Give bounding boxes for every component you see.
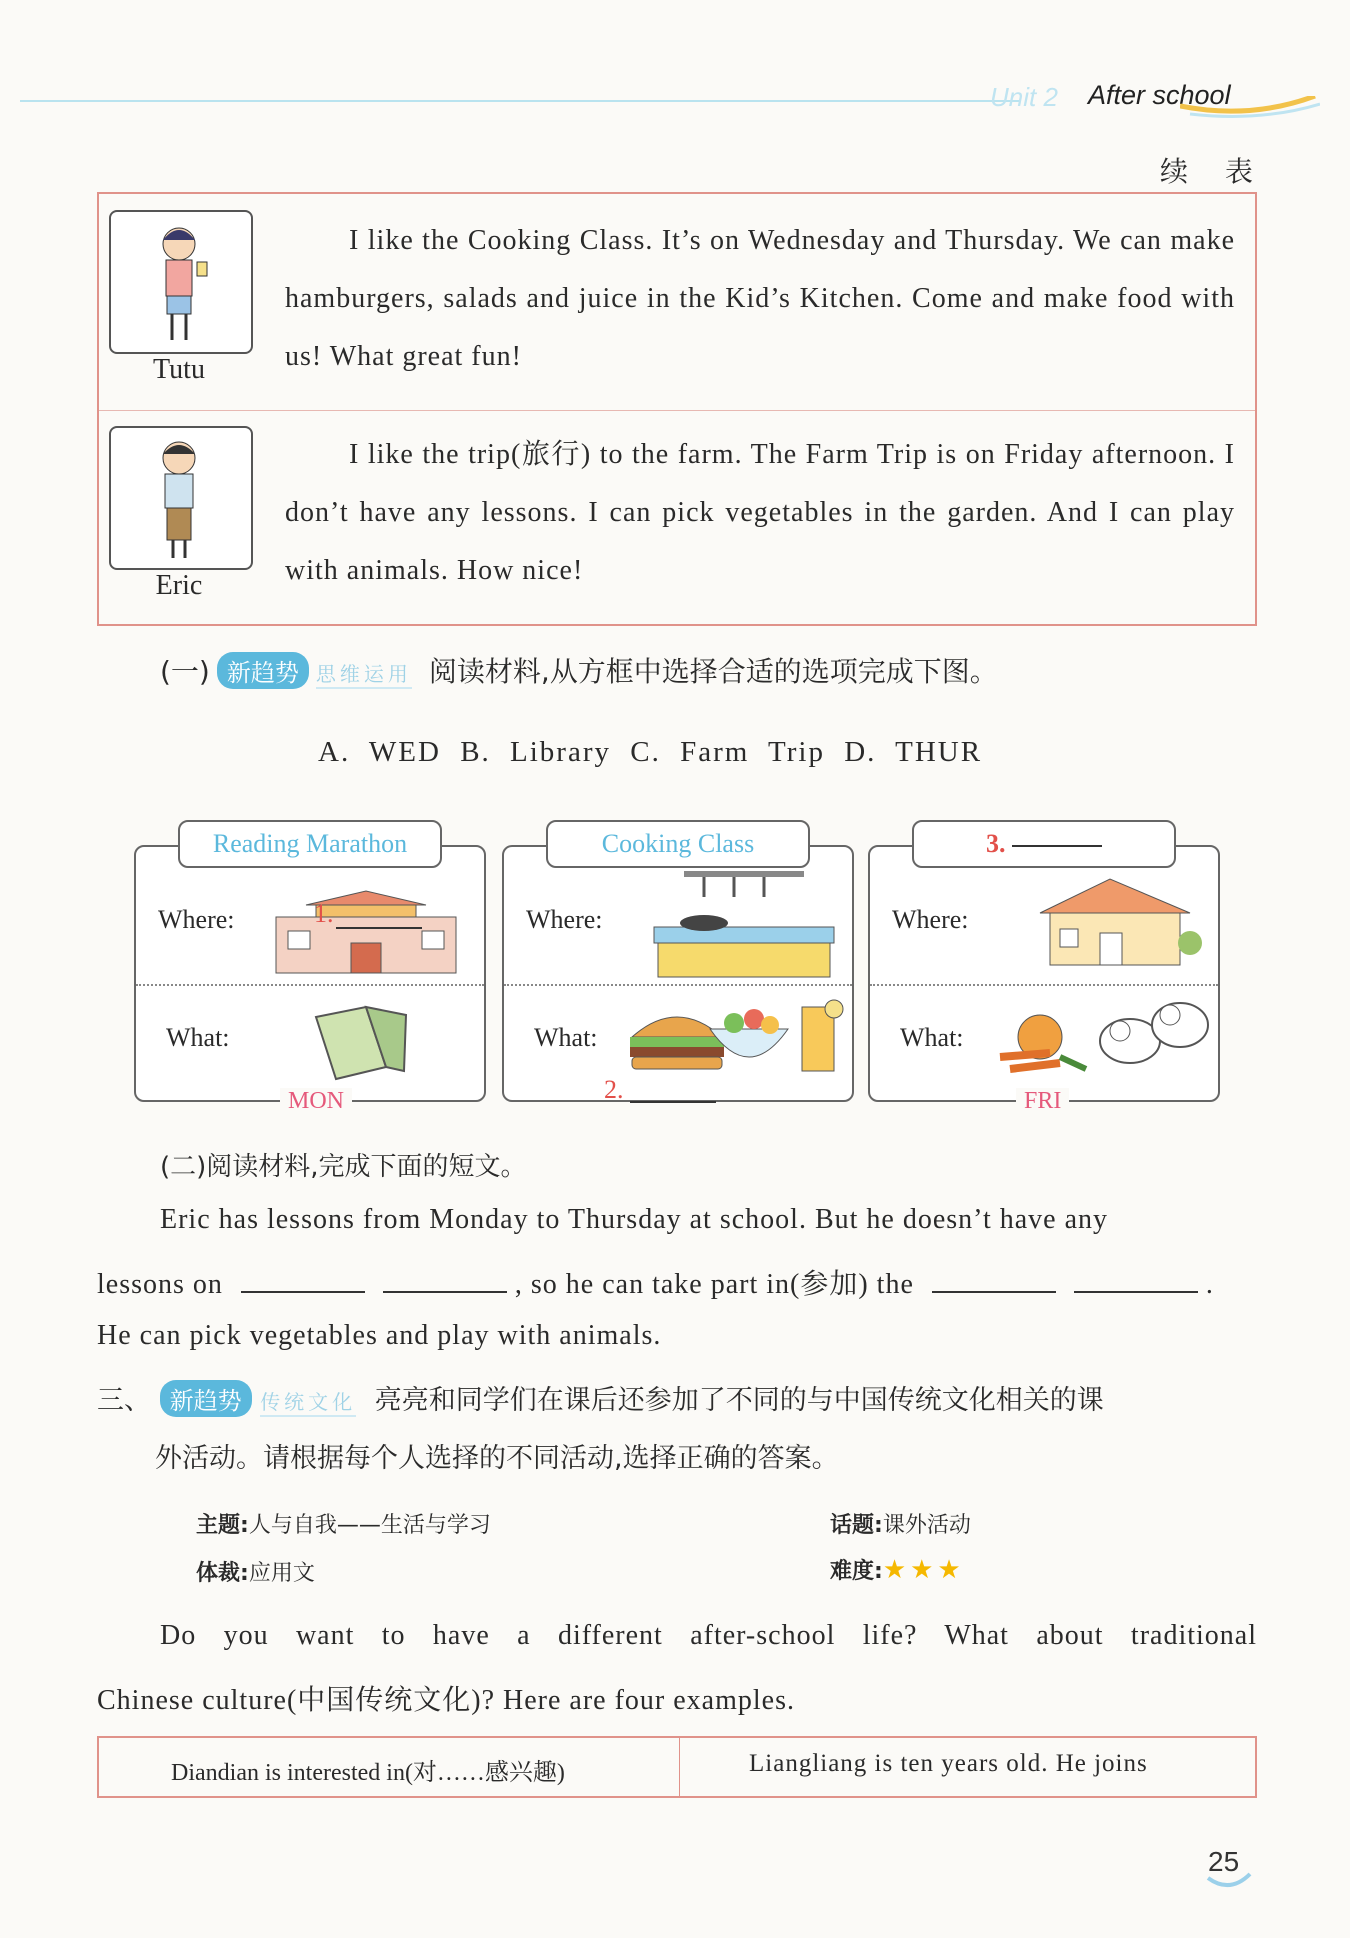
part2-line2 [97,1262,1257,1302]
card3-day: FRI [1016,1088,1069,1115]
unit-label: Unit 2 [990,82,1058,112]
card-cooking-class [502,845,854,1102]
blank-activity-1 [932,1291,1056,1293]
card1-day: MON [280,1088,352,1115]
part2-line2-b: , so he can take part in(参加) the [514,1269,914,1300]
part3-instruction-1: 亮亮和同学们在课后还参加了不同的与中国传统文化相关的课 [374,1385,1104,1416]
intro-table [97,192,1257,626]
theme-value: 人与自我——生活与学习 [248,1513,491,1538]
card-farm [868,845,1220,1102]
example-liangliang: Liangliang is ten years old. He joins [749,1750,1148,1777]
topic-row [830,1508,971,1539]
library-building-icon [266,887,466,977]
card-reading-marathon [134,845,486,1102]
examples-table [97,1736,1257,1798]
what-label: What: [534,1023,598,1052]
card1-title: Reading Marathon [178,820,442,868]
what-label: What: [166,1023,230,1052]
blank3-line [1012,845,1102,847]
trend-subtag: 思维运用 [316,658,412,689]
blank2-number: 2. [604,1075,624,1104]
trend-tag: 新趋势 [160,1380,252,1417]
theme-label: 主题: [196,1513,249,1538]
what-label: What: [900,1023,964,1052]
blank-day-1 [241,1291,365,1293]
eric-avatar [109,426,253,570]
blank1-line [336,927,422,929]
swoosh-decoration [1180,96,1320,120]
theme-row [196,1508,491,1539]
kitchen-icon [644,867,844,981]
tutu-avatar [109,210,253,354]
vegetables-icon [990,997,1090,1087]
salad-bowl-icon [704,995,794,1075]
boy-with-backpack-icon [111,428,247,564]
part3-para-1: Do you want to have a different after-school life? What about traditional [160,1620,1257,1651]
part1-heading [160,650,998,690]
farmhouse-icon [1020,873,1210,973]
genre-value: 应用文 [248,1561,315,1586]
where-label: Where: [892,905,969,934]
genre-label: 体裁: [196,1561,249,1586]
where-label: Where: [526,905,603,934]
part2-line1: Eric has lessons from Monday to Thursday at school. But he doesn’t have any [160,1204,1109,1235]
juice-glass-icon [794,987,844,1077]
eric-name: Eric [155,570,203,601]
answer-options: A. WED B. Library C. Farm Trip D. THUR [318,736,983,768]
difficulty-row [830,1554,965,1585]
book-icon [306,997,416,1087]
part3-para-2: Chinese culture(中国传统文化)? Here are four examples. [97,1685,795,1716]
eric-text: I like the trip(旅行) to the farm. The Farm Trip is on Friday afternoon. I don’t have any lessons. I can pick vegetables in the garden. And I can play with animals. How nice! [285,439,1235,586]
trend-subtag: 传统文化 [260,1386,356,1417]
continued-label: 续 表 [1160,155,1267,188]
tutu-name: Tutu [153,354,205,385]
where-label: Where: [158,905,235,934]
page-number: 25 [1208,1846,1240,1877]
blank-activity-2 [1074,1291,1198,1293]
genre-row [196,1556,315,1587]
card-divider [504,984,852,986]
girl-holding-cup-icon [111,212,247,348]
card-divider [136,984,484,986]
trend-tag: 新趋势 [217,652,309,689]
example-diandian: Diandian is interested in(对……感兴趣) [171,1760,565,1786]
blank3-number: 3. [986,829,1006,858]
card3-title [912,820,1176,868]
part1-instruction: 阅读材料,从方框中选择合适的选项完成下图。 [428,655,998,688]
part2-line3: He can pick vegetables and play with animals. [97,1320,662,1351]
table-divider [679,1738,680,1796]
card2-title: Cooking Class [546,820,810,868]
sheep-icon [1090,989,1220,1079]
part1-number: (一) [160,655,210,688]
card-divider [870,984,1218,986]
tutu-text: I like the Cooking Class. It’s on Wednesday and Thursday. We can make hamburgers, salads and juice in the Kid’s Kitchen. Come and make food with us! What great fun! [285,225,1235,372]
topic-label: 话题: [830,1513,883,1538]
table-divider [99,410,1255,411]
difficulty-label: 难度: [830,1559,883,1584]
part2-heading: (二)阅读材料,完成下面的短文。 [160,1152,527,1182]
difficulty-stars: ★★★ [882,1555,965,1585]
header-rule [20,100,1020,102]
part2-line2-c: . [1205,1269,1214,1300]
page-swoosh-decoration [1206,1872,1252,1892]
topic-value: 课外活动 [882,1513,971,1538]
part3-heading [97,1378,1267,1417]
blank2-line [630,1101,716,1103]
part3-instruction-2: 外活动。请根据每个人选择的不同活动,选择正确的答案。 [155,1443,839,1474]
part2-line2-a: lessons on [97,1269,223,1300]
unit-title: After school [1088,80,1231,110]
blank1-number: 1. [314,899,334,928]
part3-number: 三、 [97,1385,151,1416]
blank-day-2 [383,1291,507,1293]
